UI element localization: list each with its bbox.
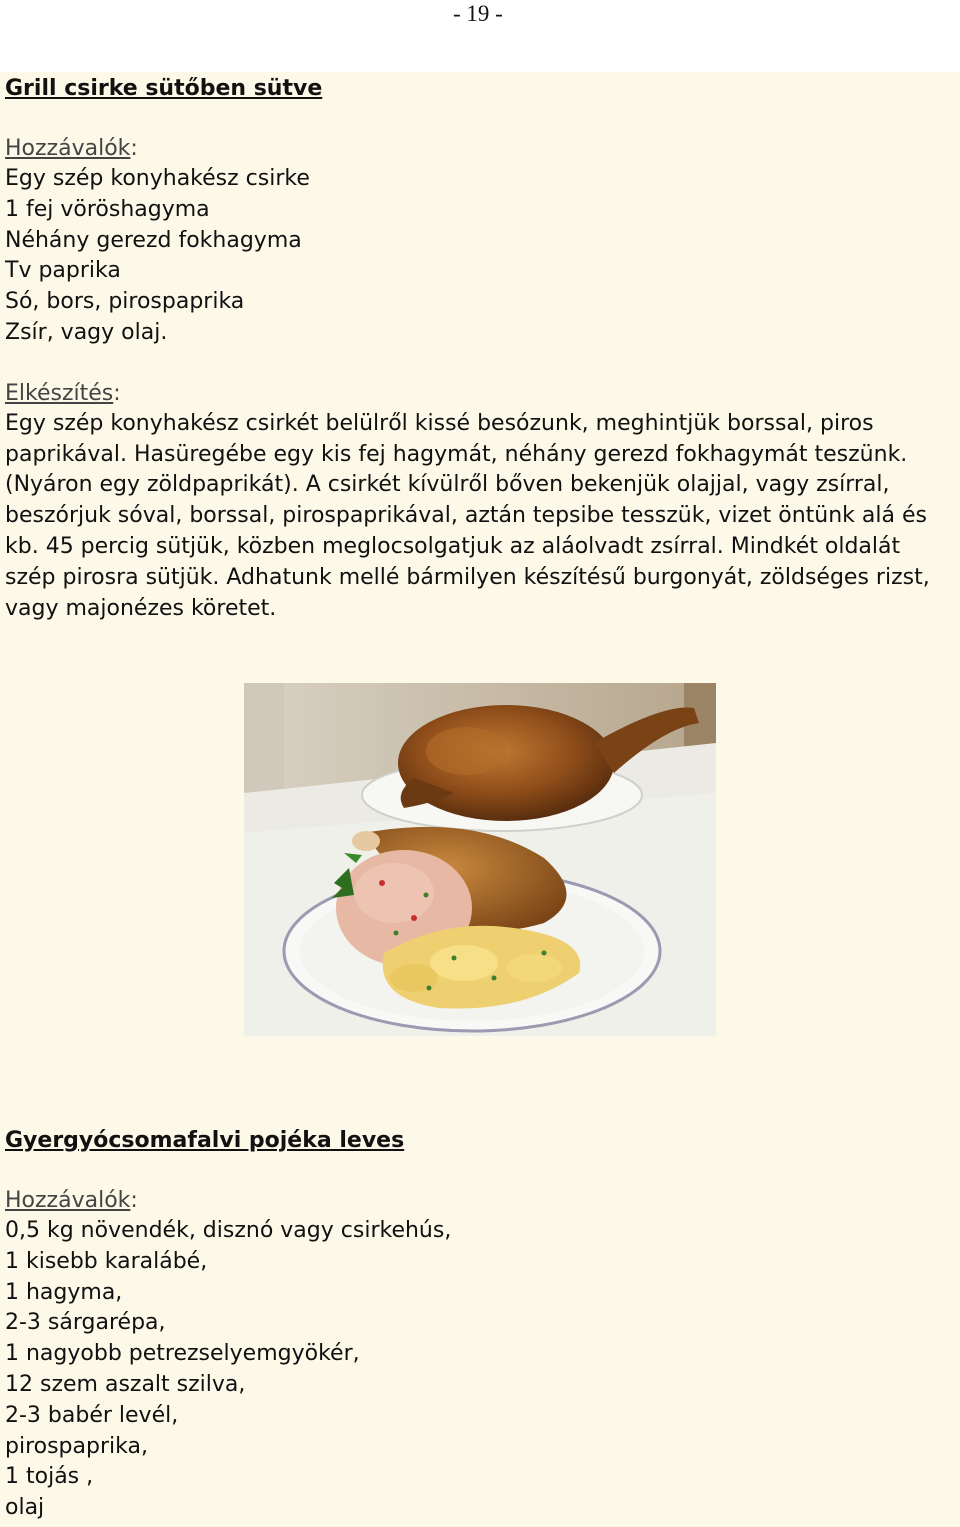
recipe-grill-chicken bbox=[5, 73, 950, 624]
ingredient-item: olaj bbox=[5, 1495, 45, 1521]
ingredient-item: pirospaprika, bbox=[5, 1433, 148, 1459]
ingredient-item: 1 tojás , bbox=[5, 1464, 94, 1490]
ingredient-item: 1 nagyobb petrezselyemgyökér, bbox=[5, 1341, 360, 1367]
ingredient-item: 2-3 babér levél, bbox=[5, 1402, 179, 1428]
ingredient-item: 0,5 kg növendék, disznó vagy csirkehús, bbox=[5, 1218, 452, 1243]
ingredient-item: 2-3 sárgarépa, bbox=[5, 1310, 166, 1336]
ingredient-item: Só, bors, pirospaprika bbox=[5, 289, 245, 315]
ingredients-list bbox=[5, 164, 950, 349]
page-number: - 19 - bbox=[453, 1, 503, 26]
recipe-title: Gyergyócsomafalvi pojéka leves bbox=[5, 1128, 405, 1153]
ingredient-item: Néhány gerezd fokhagyma bbox=[5, 227, 302, 253]
ingredients-label: Hozzávalók: bbox=[5, 1188, 138, 1213]
roast-chicken-photo bbox=[244, 683, 716, 1036]
ingredient-item: 1 fej vöröshagyma bbox=[5, 196, 210, 222]
ingredient-item: 1 kisebb karalábé, bbox=[5, 1248, 208, 1274]
ingredient-item: Zsír, vagy olaj. bbox=[5, 319, 168, 345]
method-text: Egy szép konyhakész csirkét belülről kissé besózunk, meghintjük borssal, piros paprikával. Hasüregébe egy kis fej hagymát, néhány gerezd fokhagymát teszünk. (Nyáron egy zöldpaprikát). A csirkét kívülről bőven bekenjük olajjal, vagy zsírral, beszórjuk sóval, borssal, pirospaprikával, aztán tepsibe tesszük, vizet öntünk alá és kb. 45 percig sütjük, közben meglocsolgatjuk az aláolvadt zsírral. Mindkét oldalát szép pirosra sütjük. Adhatunk mellé bármilyen készítésű burgonyát, zöldséges rizst, vagy majonézes köretet. bbox=[5, 410, 930, 621]
ingredient-item: Egy szép konyhakész csirke bbox=[5, 166, 310, 191]
ingredients-label: Hozzávalók: bbox=[5, 136, 138, 161]
ingredient-item: 12 szem aszalt szilva, bbox=[5, 1371, 246, 1397]
recipe-pojeka-soup bbox=[5, 1125, 950, 1524]
recipe-title: Grill csirke sütőben sütve bbox=[5, 76, 323, 101]
ingredient-item: 1 hagyma, bbox=[5, 1279, 123, 1305]
ingredient-item: Tv paprika bbox=[5, 258, 121, 284]
method-label: Elkészítés: bbox=[5, 380, 121, 406]
ingredients-list bbox=[5, 1216, 950, 1524]
